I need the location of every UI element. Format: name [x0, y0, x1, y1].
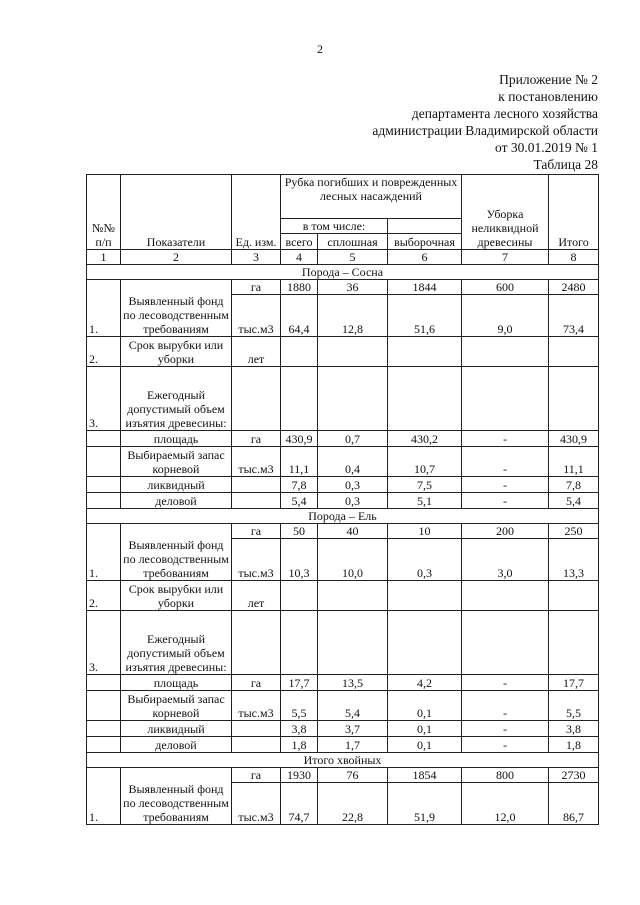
header-line-resolution: к постановлению	[498, 89, 598, 104]
value-cell: 22,8	[318, 783, 388, 825]
value-cell: 9,0	[462, 295, 549, 337]
empty-cell	[281, 611, 318, 675]
value-cell: 10,3	[281, 539, 318, 581]
section-row	[87, 265, 599, 280]
row-number: 3.	[87, 367, 121, 431]
header-unit: Ед. изм.	[232, 175, 281, 250]
value-cell: 5,4	[281, 493, 318, 509]
empty-cell	[549, 581, 599, 611]
row-label: деловой	[121, 737, 232, 753]
section-title-pine: Порода – Сосна	[87, 265, 599, 280]
value-cell: 1,7	[318, 737, 388, 753]
value-cell: 12,8	[318, 295, 388, 337]
empty-cell	[87, 737, 121, 753]
value-cell: 10,0	[318, 539, 388, 581]
col-number: 8	[549, 250, 599, 265]
value-cell: 17,7	[281, 675, 318, 691]
value-cell: 2480	[549, 280, 599, 295]
value-cell: 36	[318, 280, 388, 295]
row-number: 1.	[87, 280, 121, 337]
value-cell: 600	[462, 280, 549, 295]
header-indicators: Показатели	[121, 175, 232, 250]
table-row	[87, 721, 599, 737]
unit-cell: тыс.м3	[232, 691, 281, 721]
section-row	[87, 509, 599, 524]
value-cell: 76	[318, 768, 388, 783]
empty-cell	[318, 337, 388, 367]
row-label: Выявленный фонд по лесоводственным требованиям	[121, 280, 232, 337]
empty-cell	[232, 367, 281, 431]
row-label: Выбираемый запас корневой	[121, 447, 232, 477]
table-row	[87, 768, 599, 783]
header-clear: сплошная	[318, 234, 388, 250]
value-cell: 5,1	[388, 493, 462, 509]
value-cell: 0,3	[318, 477, 388, 493]
unit-cell: га	[232, 768, 281, 783]
value-cell: 13,5	[318, 675, 388, 691]
section-row	[87, 753, 599, 768]
header-selective: выборочная	[388, 234, 462, 250]
empty-cell	[232, 611, 281, 675]
empty-cell	[549, 611, 599, 675]
empty-cell	[318, 611, 388, 675]
value-cell: 73,4	[549, 295, 599, 337]
col-number: 5	[318, 250, 388, 265]
empty-cell	[87, 477, 121, 493]
value-cell: 0,1	[388, 737, 462, 753]
row-number: 3.	[87, 611, 121, 675]
table-row	[87, 493, 599, 509]
row-label: Выявленный фонд по лесоводственным требованиям	[121, 768, 232, 825]
value-cell: -	[462, 477, 549, 493]
value-cell: 7,8	[281, 477, 318, 493]
value-cell: 0,7	[318, 431, 388, 447]
column-numbers-row	[87, 250, 599, 265]
header-row	[87, 175, 599, 219]
value-cell: 430,9	[281, 431, 318, 447]
empty-cell	[281, 367, 318, 431]
unit-cell: га	[232, 524, 281, 539]
header-line-administration: администрации Владимирской области	[372, 123, 598, 138]
value-cell: 11,1	[281, 447, 318, 477]
value-cell: 800	[462, 768, 549, 783]
empty-cell	[318, 367, 388, 431]
row-label: ликвидный	[121, 477, 232, 493]
value-cell: 11,1	[549, 447, 599, 477]
document-header	[372, 71, 598, 173]
value-cell: 5,4	[318, 691, 388, 721]
value-cell: 5,5	[549, 691, 599, 721]
value-cell: 3,8	[281, 721, 318, 737]
empty-cell	[388, 367, 462, 431]
value-cell: 0,1	[388, 721, 462, 737]
row-label: Срок вырубки или уборки	[121, 581, 232, 611]
value-cell: -	[462, 721, 549, 737]
empty-cell	[281, 581, 318, 611]
row-label: Выявленный фонд по лесоводственным требованиям	[121, 524, 232, 581]
value-cell: 1,8	[281, 737, 318, 753]
row-label: площадь	[121, 431, 232, 447]
table-row	[87, 280, 599, 295]
empty-cell	[232, 493, 281, 509]
value-cell: 0,1	[388, 691, 462, 721]
value-cell: 17,7	[549, 675, 599, 691]
value-cell: -	[462, 493, 549, 509]
row-label: Ежегодный допустимый объем изъятия древесины:	[121, 611, 232, 675]
row-label: Ежегодный допустимый объем изъятия древесины:	[121, 367, 232, 431]
value-cell: 0,4	[318, 447, 388, 477]
value-cell: 10,7	[388, 447, 462, 477]
value-cell: 51,6	[388, 295, 462, 337]
col-number: 4	[281, 250, 318, 265]
value-cell: 2730	[549, 768, 599, 783]
value-cell: -	[462, 675, 549, 691]
header-line-date: от 30.01.2019 № 1	[495, 140, 598, 155]
value-cell: 0,3	[388, 539, 462, 581]
empty-cell	[232, 737, 281, 753]
unit-cell: тыс.м3	[232, 539, 281, 581]
table-row	[87, 337, 599, 367]
section-title-spruce: Порода – Ель	[87, 509, 599, 524]
row-number: 2.	[87, 581, 121, 611]
empty-cell	[388, 581, 462, 611]
table-row	[87, 367, 599, 431]
value-cell: -	[462, 431, 549, 447]
empty-cell	[87, 493, 121, 509]
value-cell: 7,8	[549, 477, 599, 493]
table-row	[87, 675, 599, 691]
row-label: Выбираемый запас корневой	[121, 691, 232, 721]
col-number: 7	[462, 250, 549, 265]
value-cell: 50	[281, 524, 318, 539]
value-cell: 4,2	[388, 675, 462, 691]
section-title-conifer: Итого хвойных	[87, 753, 599, 768]
col-number: 2	[121, 250, 232, 265]
table-row	[87, 524, 599, 539]
header-num: №№ п/п	[87, 175, 121, 250]
empty-cell	[232, 477, 281, 493]
unit-cell: тыс.м3	[232, 447, 281, 477]
empty-cell	[388, 611, 462, 675]
header-total: всего	[281, 234, 318, 250]
col-number: 3	[232, 250, 281, 265]
row-label: ликвидный	[121, 721, 232, 737]
value-cell: 1880	[281, 280, 318, 295]
empty-cell	[232, 721, 281, 737]
header-itogo: Итого	[549, 175, 599, 250]
value-cell: -	[462, 447, 549, 477]
header-felling: Рубка погибших и поврежденных лесных насаждений	[281, 175, 462, 219]
value-cell: 5,5	[281, 691, 318, 721]
unit-cell: лет	[232, 581, 281, 611]
value-cell: 12,0	[462, 783, 549, 825]
empty-cell	[462, 367, 549, 431]
value-cell: 1,8	[549, 737, 599, 753]
empty-cell	[87, 431, 121, 447]
table-row	[87, 431, 599, 447]
unit-cell: га	[232, 431, 281, 447]
value-cell: 430,9	[549, 431, 599, 447]
empty-cell	[549, 337, 599, 367]
value-cell: 40	[318, 524, 388, 539]
table-row	[87, 691, 599, 721]
unit-cell: тыс.м3	[232, 783, 281, 825]
empty-cell	[462, 337, 549, 367]
row-label: Срок вырубки или уборки	[121, 337, 232, 367]
value-cell: 3,7	[318, 721, 388, 737]
header-line-table-number: Таблица 28	[533, 157, 598, 172]
row-number: 2.	[87, 337, 121, 367]
value-cell: 13,3	[549, 539, 599, 581]
value-cell: 1930	[281, 768, 318, 783]
value-cell: 430,2	[388, 431, 462, 447]
value-cell: 10	[388, 524, 462, 539]
value-cell: 74,7	[281, 783, 318, 825]
value-cell: 3,0	[462, 539, 549, 581]
empty-cell	[318, 581, 388, 611]
col-number: 1	[87, 250, 121, 265]
table-row	[87, 611, 599, 675]
unit-cell: лет	[232, 337, 281, 367]
empty-cell	[281, 337, 318, 367]
table-row	[87, 477, 599, 493]
value-cell: 86,7	[549, 783, 599, 825]
empty-cell	[462, 581, 549, 611]
row-number: 1.	[87, 768, 121, 825]
table-row	[87, 447, 599, 477]
row-number: 1.	[87, 524, 121, 581]
value-cell: -	[462, 737, 549, 753]
value-cell: 250	[549, 524, 599, 539]
unit-cell: га	[232, 675, 281, 691]
page-number: 2	[317, 42, 323, 56]
value-cell: 3,8	[549, 721, 599, 737]
value-cell: 5,4	[549, 493, 599, 509]
unit-cell: тыс.м3	[232, 295, 281, 337]
forestry-table	[86, 174, 599, 825]
header-line-department: департамента лесного хозяйства	[411, 106, 598, 121]
empty-cell	[87, 447, 121, 477]
table-row	[87, 581, 599, 611]
value-cell: 7,5	[388, 477, 462, 493]
empty-cell	[87, 691, 121, 721]
empty-cell	[87, 721, 121, 737]
value-cell: 64,4	[281, 295, 318, 337]
header-line-appendix: Приложение № 2	[499, 72, 598, 87]
col-number: 6	[388, 250, 462, 265]
empty-cell	[462, 611, 549, 675]
value-cell: 1844	[388, 280, 462, 295]
value-cell: 1854	[388, 768, 462, 783]
value-cell: 0,3	[318, 493, 388, 509]
row-label: площадь	[121, 675, 232, 691]
empty-cell	[388, 337, 462, 367]
empty-cell	[549, 367, 599, 431]
value-cell: 51,9	[388, 783, 462, 825]
header-including: в том числе:	[281, 219, 388, 234]
empty-cell	[87, 675, 121, 691]
value-cell: -	[462, 691, 549, 721]
table-row	[87, 737, 599, 753]
value-cell: 200	[462, 524, 549, 539]
row-label: деловой	[121, 493, 232, 509]
header-cleanup: Уборка неликвидной древесины	[462, 175, 549, 250]
unit-cell: га	[232, 280, 281, 295]
